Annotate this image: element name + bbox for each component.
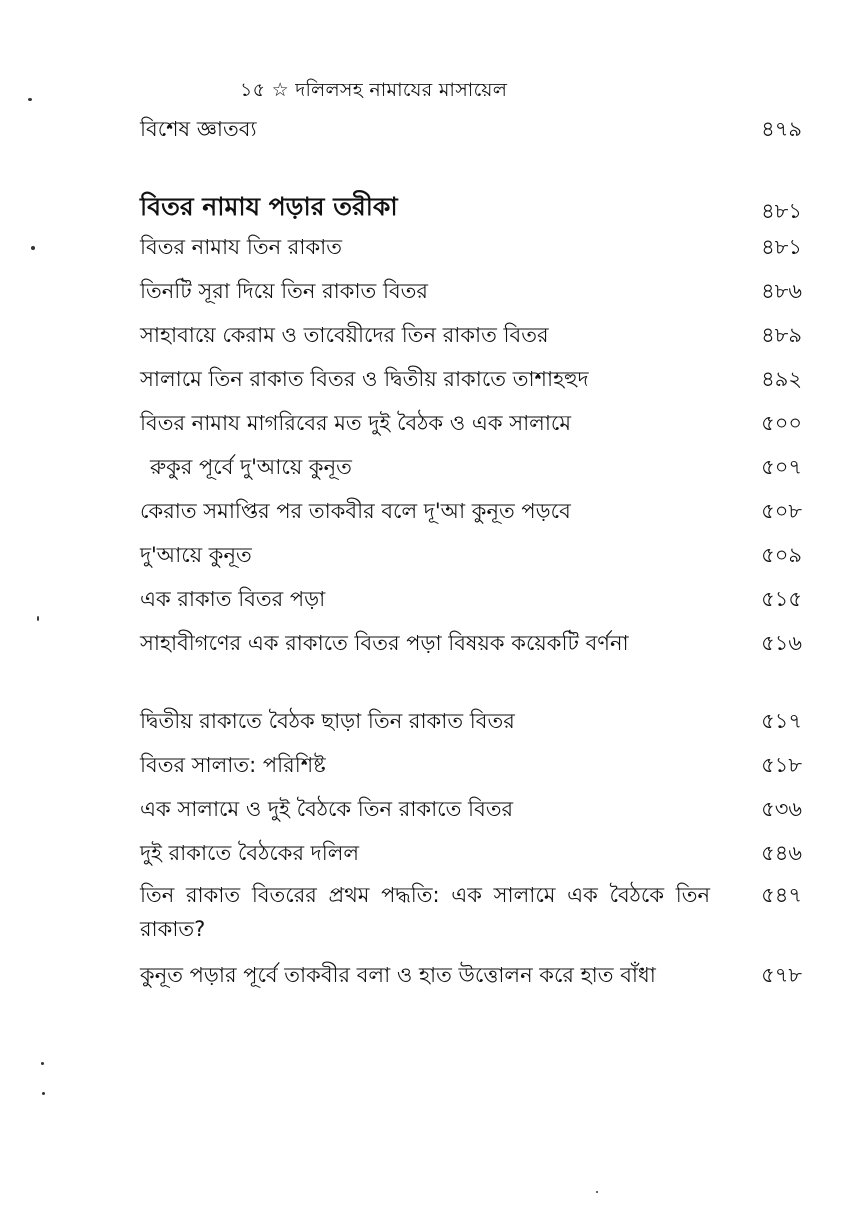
- toc-entry-page: ৫৪৬: [761, 841, 802, 865]
- toc-entry-page: ৪৭৯: [761, 117, 802, 141]
- toc-entry: [140, 704, 820, 738]
- toc-entry: [140, 748, 820, 782]
- scan-speck: [28, 98, 32, 101]
- toc-entry-page: ৪৯২: [761, 367, 802, 391]
- toc-entry-title: সাহাবীগণের এক রাকাতে বিতর পড়া বিষয়ক কয়েকটি বর্ণনা: [140, 631, 629, 655]
- toc-entry-page: ৪৮৬: [761, 279, 802, 303]
- toc-entry: [140, 878, 820, 946]
- toc-entry-page: ৫৪৭: [761, 883, 802, 907]
- toc-entry-page: ৫০০: [761, 411, 802, 435]
- toc-entry-page: ৫৭৮: [761, 963, 802, 987]
- toc-entry: [140, 406, 820, 440]
- toc-entry-page: ৫১৬: [761, 631, 802, 655]
- toc-entry: [140, 582, 820, 616]
- toc-entry-title: কুনূত পড়ার পূর্বে তাকবীর বলা ও হাত উত্তোলন করে হাত বাঁধা: [140, 963, 656, 987]
- toc-entry: [140, 626, 820, 660]
- scan-speck: [31, 246, 35, 250]
- toc-entry: [140, 792, 820, 826]
- toc-entry-page: ৪৮১: [761, 199, 802, 223]
- toc-entry-title: বিতর নামায মাগরিবের মত দুই বৈঠক ও এক সালামে: [140, 411, 572, 435]
- toc-entry-title: বিশেষ জ্ঞাতব্য: [140, 117, 257, 141]
- toc-entry-page: ৪৮৯: [761, 323, 802, 347]
- toc-entry-title: সাহাবায়ে কেরাম ও তাবেয়ীদের তিন রাকাত বিতর: [140, 323, 549, 347]
- scan-speck: [41, 1062, 44, 1065]
- toc-entry: [140, 538, 820, 572]
- toc-entry-page: ৫১৮: [761, 753, 802, 777]
- toc-entry-page: ৪৮১: [761, 235, 802, 259]
- toc-entry-page: ৫১৭: [761, 709, 802, 733]
- toc-entry: [140, 836, 820, 870]
- toc-entry: [140, 494, 820, 528]
- toc-entry: [140, 274, 820, 308]
- toc-entry-title: বিতর নামায তিন রাকাত: [140, 235, 342, 259]
- toc-entry: [140, 230, 820, 264]
- toc-entry-title: কেরাত সমাপ্তির পর তাকবীর বলে দূ'আ কুনূত পড়বে: [140, 499, 571, 523]
- toc-entry-page: ৫০৯: [761, 543, 802, 567]
- toc-heading-title: বিতর নামায পড়ার তরীকা: [140, 192, 398, 221]
- running-header: ১৫ ☆ দলিলসহ নামাযের মাসায়েল: [240, 79, 508, 101]
- scan-speck: [42, 1092, 45, 1095]
- toc-section-heading: [140, 190, 820, 224]
- toc-entry: [140, 958, 820, 992]
- toc-entry-page: ৫১৫: [761, 587, 802, 611]
- toc-entry-title: সালামে তিন রাকাত বিতর ও দ্বিতীয় রাকাতে তাশাহহুদ: [140, 367, 589, 391]
- toc-entry-title: এক রাকাত বিতর পড়া: [140, 587, 326, 611]
- toc-entry-page: ৫০৭: [761, 455, 802, 479]
- toc-entry-title: দ্বিতীয় রাকাতে বৈঠক ছাড়া তিন রাকাত বিতর: [140, 709, 515, 733]
- toc-entry-page: ৫৩৬: [761, 797, 802, 821]
- toc-entry-title: রুকুর পূর্বে দু'আয়ে কুনূত: [150, 455, 352, 479]
- toc-entry-title: এক সালামে ও দুই বৈঠকে তিন রাকাতে বিতর: [140, 797, 514, 821]
- toc-entry-title: দুই রাকাতে বৈঠকের দলিল: [140, 841, 360, 865]
- toc-entry-title: তিন রাকাত বিতরের প্রথম পদ্ধতি: এক সালামে এক বৈঠকে তিন রাকাত?: [140, 883, 710, 941]
- scan-speck: [596, 1191, 598, 1193]
- toc-entry: [140, 450, 820, 484]
- toc-entry: [140, 362, 820, 396]
- toc-entry: [140, 318, 820, 352]
- toc-entry: [140, 112, 820, 146]
- toc-entry-title: দু'আয়ে কুনূত: [140, 543, 252, 567]
- toc-entry-title: তিনটি সূরা দিয়ে তিন রাকাত বিতর: [140, 279, 428, 303]
- toc-entry-page: ৫০৮: [761, 499, 802, 523]
- toc-entry-title: বিতর সালাত: পরিশিষ্ট: [140, 753, 326, 777]
- scan-speck: [37, 616, 39, 621]
